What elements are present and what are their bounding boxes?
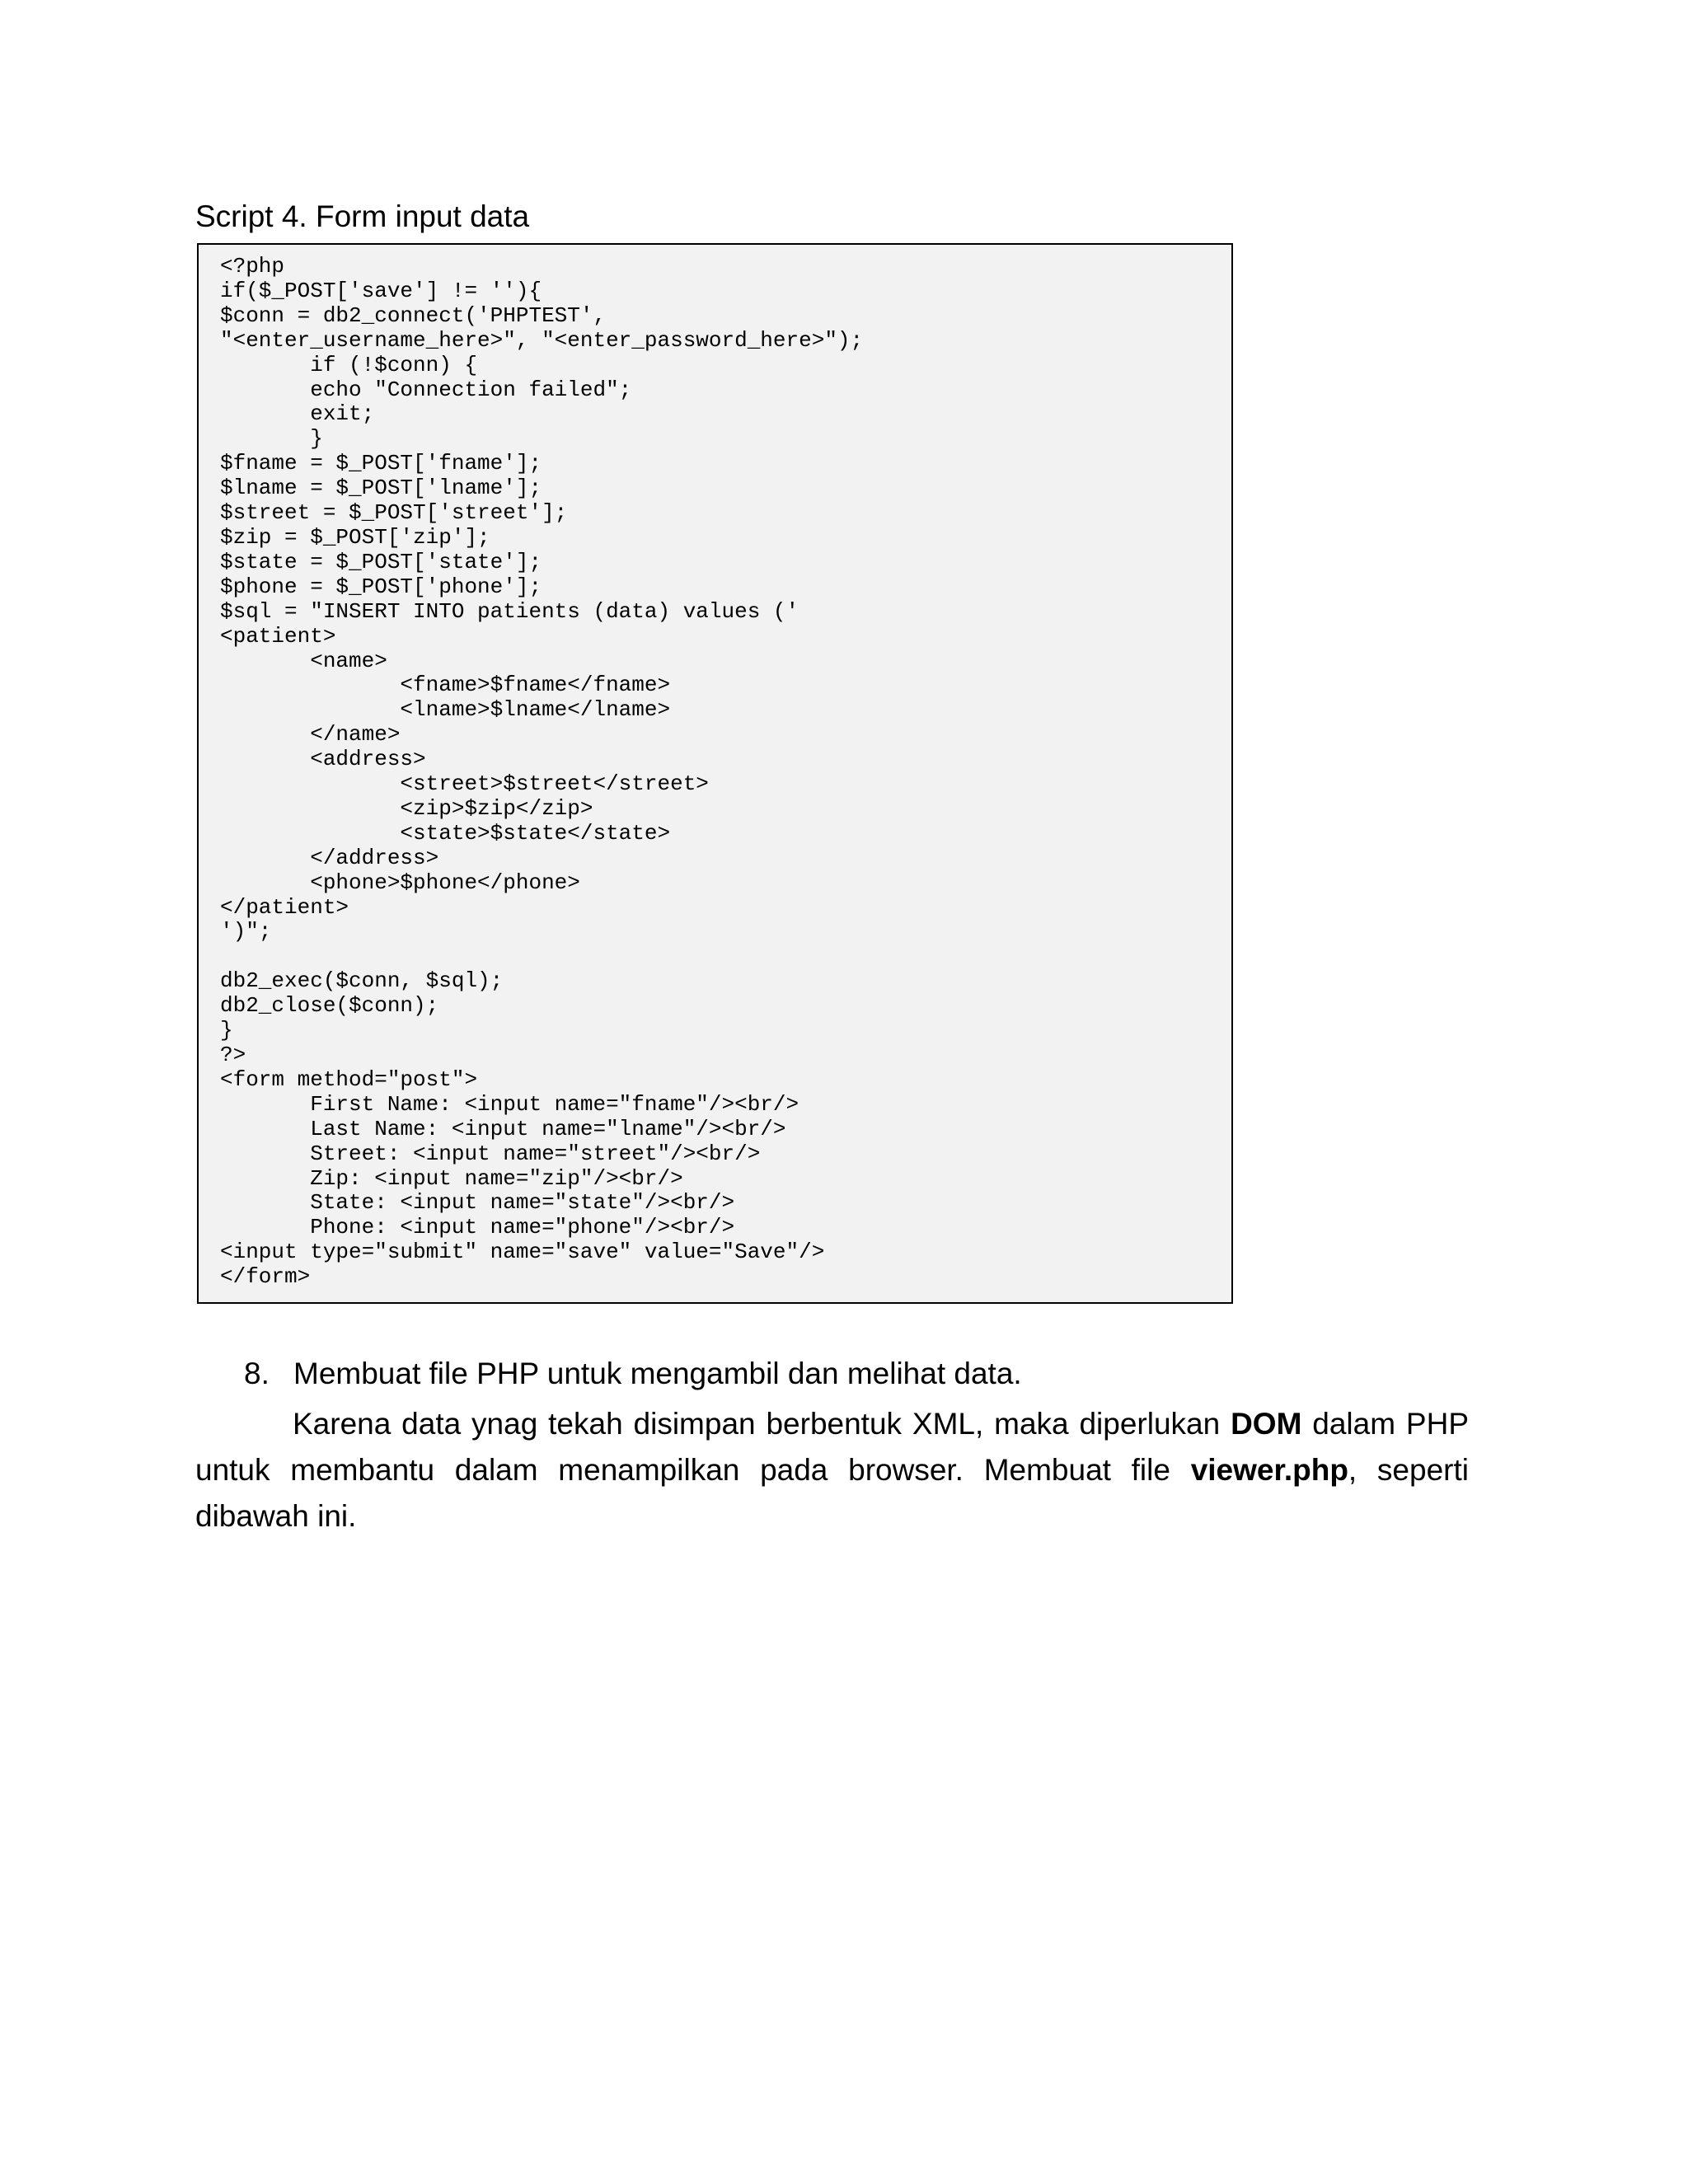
code-line: exit;	[220, 401, 375, 427]
code-line: <address>	[220, 747, 426, 772]
code-line: </address>	[220, 845, 439, 870]
paragraph-text-3: , seperti dibawah ini.	[195, 1453, 1469, 1533]
code-line: if (!$conn) {	[220, 352, 478, 377]
code-line: $conn = db2_connect('PHPTEST',	[220, 302, 607, 328]
code-line: <?php	[220, 254, 285, 279]
code-line: $fname = $_POST['fname'];	[220, 451, 542, 476]
code-line: </patient>	[220, 894, 349, 920]
code-line: <zip>$zip</zip>	[220, 795, 593, 821]
code-line: $street = $_POST['street'];	[220, 500, 568, 526]
list-item-8	[244, 1355, 1022, 1393]
code-line: </name>	[220, 722, 401, 748]
code-line: <fname>$fname</fname>	[220, 673, 671, 698]
code-block	[197, 243, 1233, 1304]
code-line: <lname>$lname</lname>	[220, 697, 671, 723]
code-line: $zip = $_POST['zip'];	[220, 524, 490, 550]
list-number: 8.	[244, 1357, 270, 1390]
code-line: if($_POST['save'] != ''){	[220, 278, 542, 303]
code-line: }	[220, 426, 323, 452]
code-line: ')";	[220, 919, 272, 944]
code-line: Zip: <input name="zip"/><br/>	[220, 1165, 683, 1191]
code-line: State: <input name="state"/><br/>	[220, 1190, 735, 1216]
code-line: First Name: <input name="fname"/><br/>	[220, 1091, 799, 1117]
code-line: </form>	[220, 1264, 311, 1290]
code-line: <state>$state</state>	[220, 820, 671, 846]
script-caption: Script 4. Form input data	[195, 199, 530, 233]
paragraph-bold-dom: DOM	[1231, 1407, 1302, 1441]
code-line: <street>$street</street>	[220, 771, 709, 797]
paragraph-bold-filename: viewer.php	[1190, 1453, 1348, 1487]
code-line: <form method="post">	[220, 1066, 478, 1092]
code-listing	[220, 255, 863, 1290]
code-line: <name>	[220, 648, 387, 673]
code-line: echo "Connection failed";	[220, 377, 632, 402]
code-line: "<enter_username_here>", "<enter_password_here>");	[220, 327, 864, 353]
code-line: $lname = $_POST['lname'];	[220, 476, 542, 501]
paragraph-text-1: Karena data ynag tekah disimpan berbentuk XML, maka diperlukan	[293, 1407, 1231, 1441]
code-line: db2_exec($conn, $sql);	[220, 968, 504, 994]
code-line: $state = $_POST['state'];	[220, 549, 542, 574]
body-paragraph	[195, 1401, 1469, 1540]
code-line: }	[220, 1018, 233, 1043]
code-line: $sql = "INSERT INTO patients (data) values ('	[220, 598, 799, 624]
list-item-text: Membuat file PHP untuk mengambil dan melihat data.	[293, 1357, 1022, 1390]
code-line: ?>	[220, 1043, 246, 1067]
paragraph-text-2: dalam PHP untuk membantu dalam menampilkan pada browser. Membuat file	[195, 1407, 1469, 1487]
code-line: db2_close($conn);	[220, 993, 439, 1019]
code-line: <patient>	[220, 623, 336, 649]
code-line	[220, 944, 863, 969]
code-line: Street: <input name="street"/><br/>	[220, 1141, 761, 1166]
code-line: Phone: <input name="phone"/><br/>	[220, 1215, 735, 1240]
code-line: Last Name: <input name="lname"/><br/>	[220, 1116, 786, 1141]
code-line: <phone>$phone</phone>	[220, 869, 580, 895]
code-line: <input type="submit" name="save" value="Save"/>	[220, 1240, 825, 1265]
code-line: $phone = $_POST['phone'];	[220, 574, 542, 599]
